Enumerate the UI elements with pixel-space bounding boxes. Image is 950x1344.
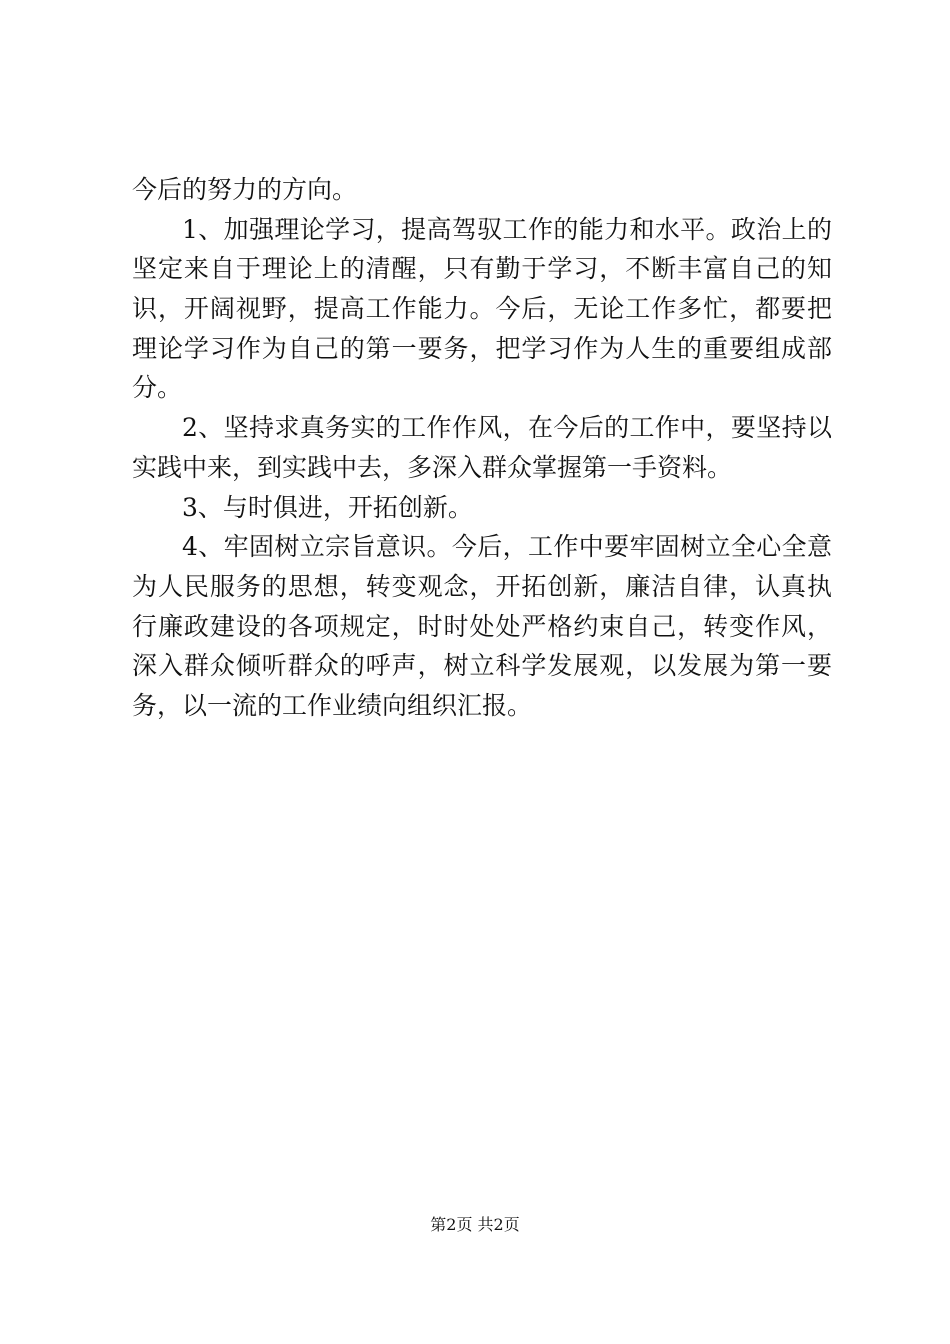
text-line: 深入群众倾听群众的呼声，树立科学发展观，以发展为第一要	[132, 651, 832, 681]
text-line: 今后的努力的方向。	[132, 175, 358, 204]
text-line: 2、坚持求真务实的工作作风，在今后的工作中，要坚持以	[182, 413, 832, 443]
text-line: 实践中来，到实践中去，多深入群众掌握第一手资料。	[132, 452, 733, 482]
text-line: 务，以一流的工作业绩向组织汇报。	[132, 690, 533, 720]
text-line: 行廉政建设的各项规定，时时处处严格约束自己，转变作风，	[132, 611, 832, 641]
text-line: 分。	[132, 373, 183, 403]
page-footer: 第2页 共2页	[430, 1215, 520, 1234]
text-line: 坚定来自于理论上的清醒，只有勤于学习，不断丰富自己的知	[132, 254, 832, 284]
text-line: 3、与时俱进，开拓创新。	[182, 492, 473, 522]
text-line: 为人民服务的思想，转变观念，开拓创新，廉洁自律，认真执	[132, 571, 832, 601]
text-line: 4、牢固树立宗旨意识。今后，工作中要牢固树立全心全意	[182, 532, 832, 562]
text-line: 1、加强理论学习，提高驾驭工作的能力和水平。政治上的	[182, 214, 832, 244]
text-line: 理论学习作为自己的第一要务，把学习作为人生的重要组成部	[132, 333, 832, 363]
document-body	[132, 170, 832, 726]
text-line: 识，开阔视野，提高工作能力。今后，无论工作多忙，都要把	[132, 294, 832, 324]
